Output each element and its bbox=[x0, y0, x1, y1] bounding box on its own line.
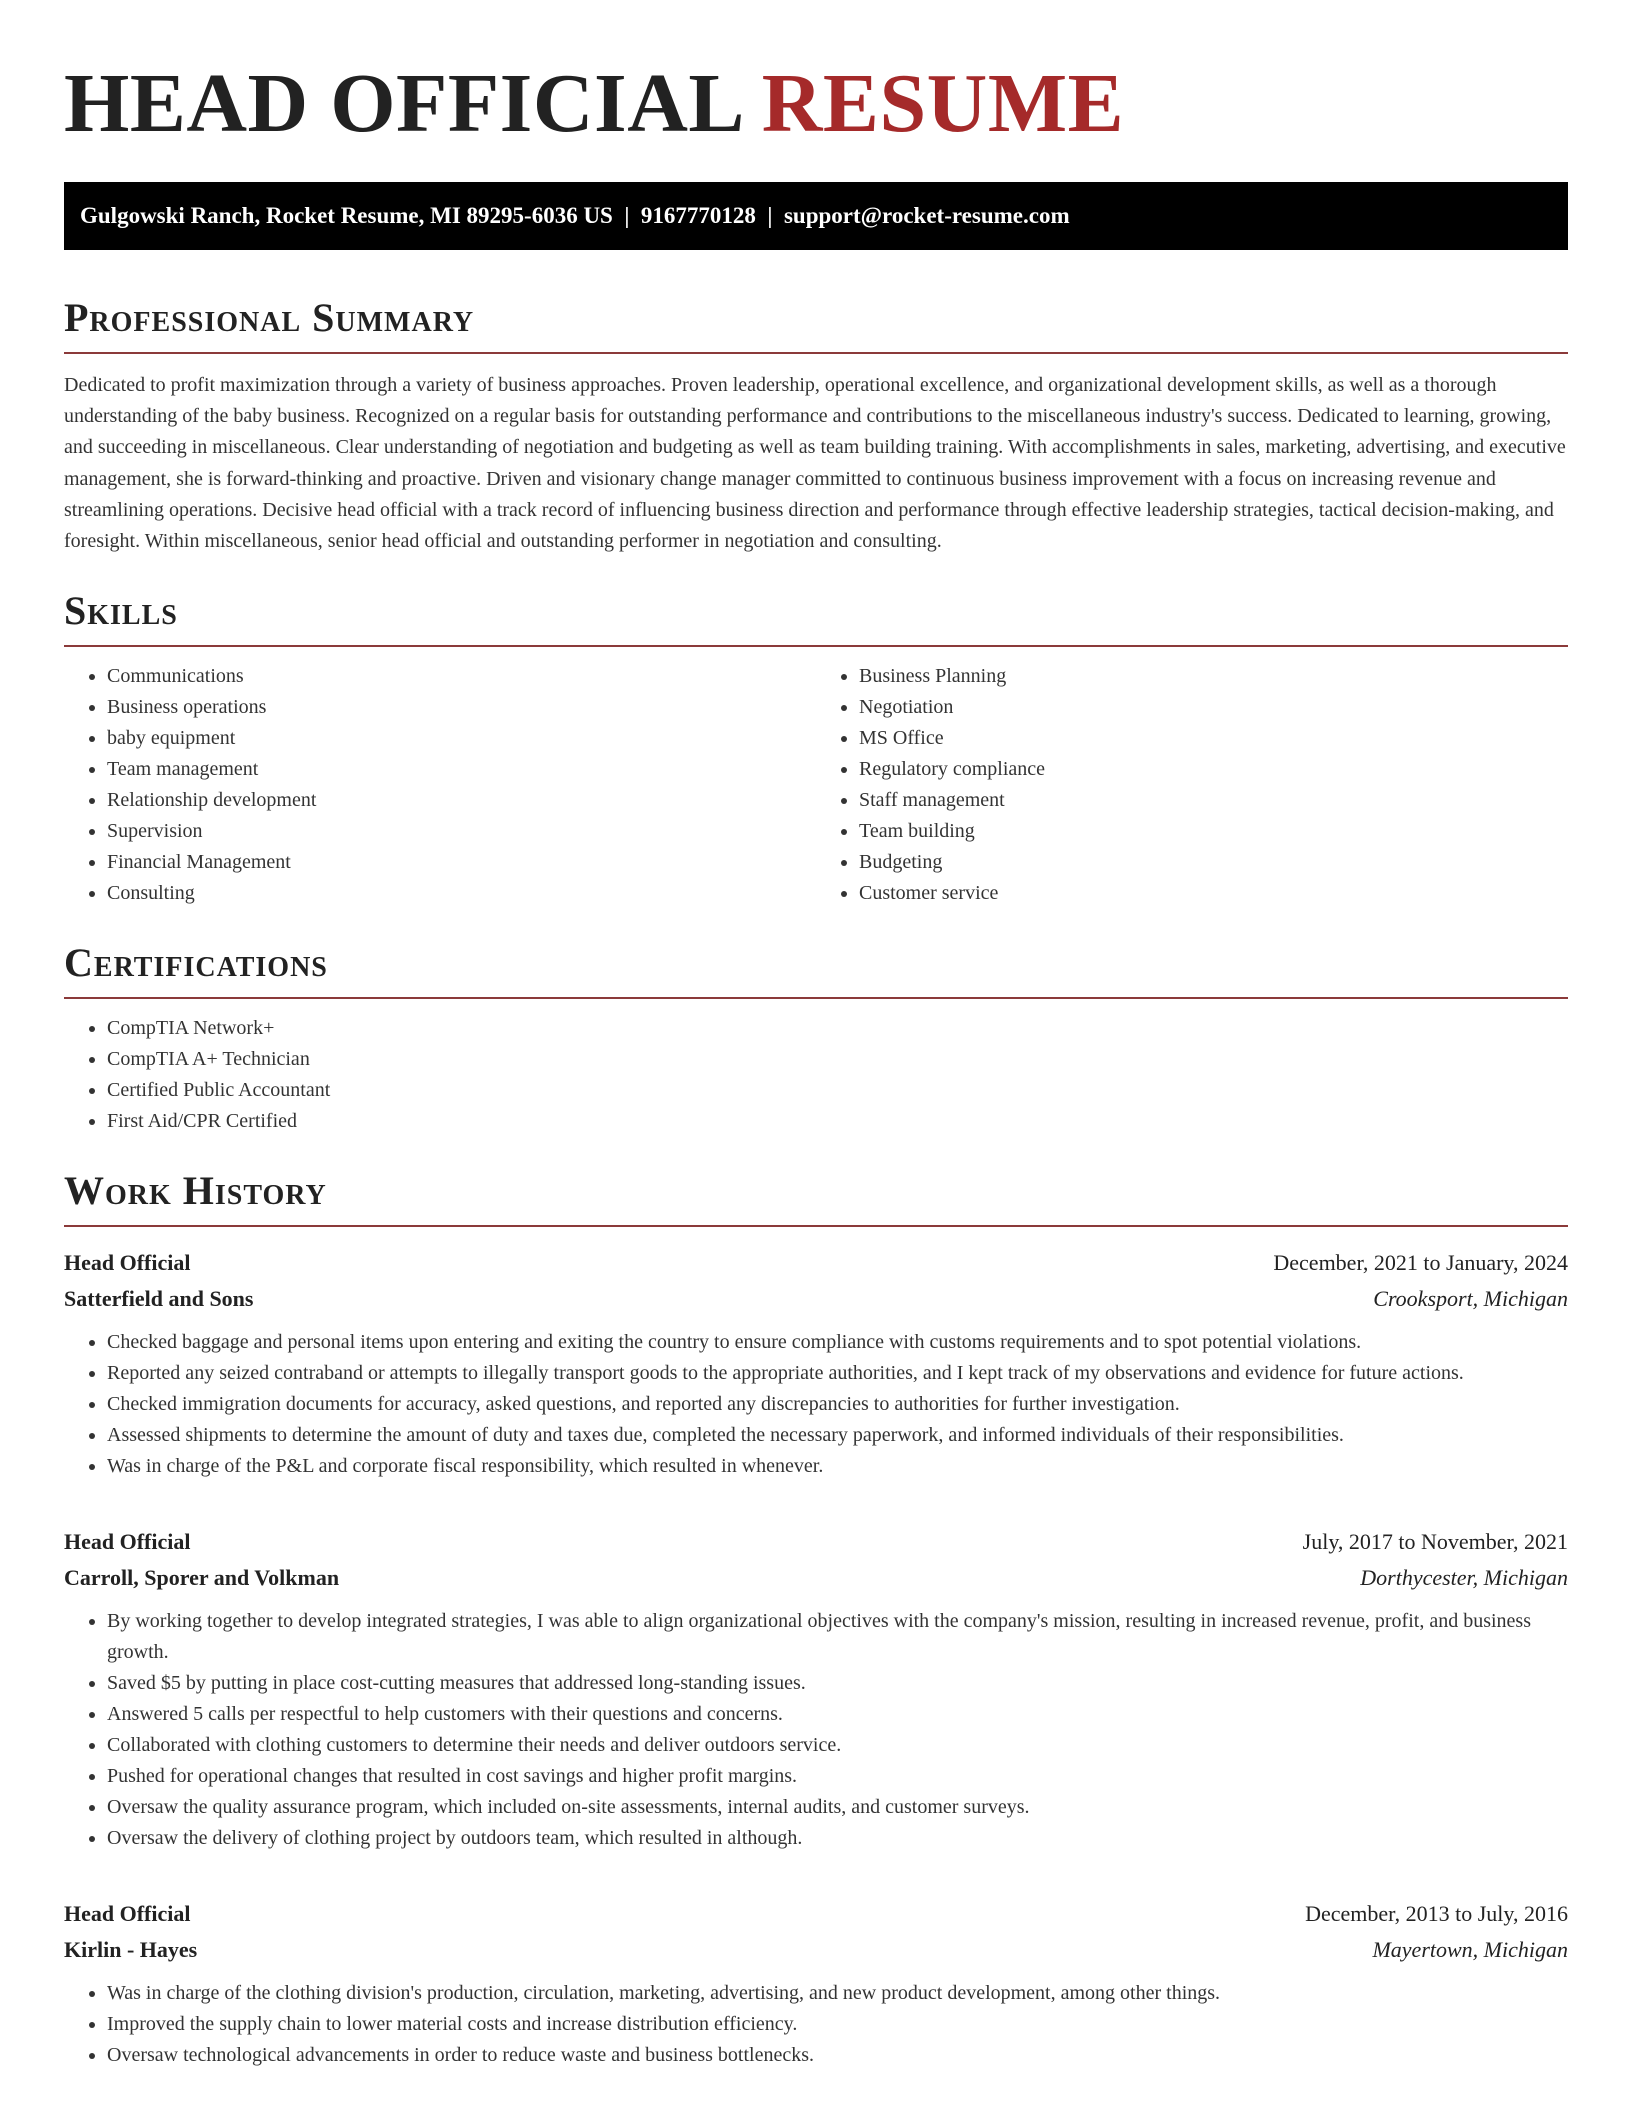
job-bullet: • Collaborated with clothing customers to determine their needs and deliver outdoors service. bbox=[107, 1730, 1568, 1761]
job-bullet: • Answered 5 calls per respectful to help customers with their questions and concerns. bbox=[107, 1699, 1568, 1730]
job-bullets bbox=[64, 1606, 1568, 1854]
job-entry bbox=[64, 1896, 1568, 2071]
resume-title-accent: RESUME bbox=[761, 57, 1125, 150]
resume-title-name: HEAD OFFICIAL bbox=[64, 57, 741, 150]
certification-item: • CompTIA Network+ bbox=[107, 1013, 1568, 1044]
certifications-heading: Certifications bbox=[64, 939, 1568, 999]
contact-bar bbox=[64, 182, 1568, 250]
job-bullet: • Oversaw the delivery of clothing project by outdoors team, which resulted in although. bbox=[107, 1823, 1568, 1854]
job-company: Kirlin - Hayes bbox=[64, 1937, 198, 1963]
job-bullet: • Reported any seized contraband or attempts to illegally transport goods to the appropriate authorities, and I kept track of my observations and evidence for future actions. bbox=[107, 1358, 1568, 1389]
skill-item: • Customer service bbox=[859, 878, 1568, 909]
certifications-section bbox=[64, 939, 1568, 1137]
job-dates: July, 2017 to November, 2021 bbox=[1302, 1529, 1568, 1555]
job-entry bbox=[64, 1245, 1568, 1482]
skill-item: • Negotiation bbox=[859, 692, 1568, 723]
job-company: Satterfield and Sons bbox=[64, 1286, 254, 1312]
job-bullet: • Pushed for operational changes that resulted in cost savings and higher profit margins. bbox=[107, 1761, 1568, 1792]
job-location: Mayertown, Michigan bbox=[1372, 1937, 1568, 1963]
job-company-row bbox=[64, 1281, 1568, 1317]
certifications-list bbox=[64, 1013, 1568, 1137]
resume-title bbox=[64, 0, 1568, 152]
job-bullet: • By working together to develop integrated strategies, I was able to align organizational objectives with the company's mission, resulting in increased revenue, profit, and business growth. bbox=[107, 1606, 1568, 1668]
skills-list-right bbox=[816, 661, 1568, 909]
skill-item: • Business operations bbox=[107, 692, 859, 723]
skill-item: • Budgeting bbox=[859, 847, 1568, 878]
certification-item: • Certified Public Accountant bbox=[107, 1075, 1568, 1106]
skill-item: • Communications bbox=[107, 661, 859, 692]
job-entry bbox=[64, 1524, 1568, 1854]
job-bullet: • Oversaw technological advancements in order to reduce waste and business bottlenecks. bbox=[107, 2040, 1568, 2071]
skill-item: • baby equipment bbox=[107, 723, 859, 754]
job-bullet: • Was in charge of the clothing division's production, circulation, marketing, advertising, and new product development, among other things. bbox=[107, 1978, 1568, 2009]
skill-item: • Business Planning bbox=[859, 661, 1568, 692]
job-bullet: • Improved the supply chain to lower material costs and increase distribution efficiency. bbox=[107, 2009, 1568, 2040]
job-title: Head Official bbox=[64, 1250, 191, 1276]
skill-item: • Regulatory compliance bbox=[859, 754, 1568, 785]
job-header-row bbox=[64, 1896, 1568, 1932]
certification-item: • CompTIA A+ Technician bbox=[107, 1044, 1568, 1075]
skill-item: • Relationship development bbox=[107, 785, 859, 816]
job-location: Crooksport, Michigan bbox=[1373, 1286, 1568, 1312]
skill-item: • Supervision bbox=[107, 816, 859, 847]
job-header-row bbox=[64, 1524, 1568, 1560]
job-dates: December, 2013 to July, 2016 bbox=[1305, 1901, 1568, 1927]
job-bullet: • Oversaw the quality assurance program, which included on-site assessments, internal audits, and customer surveys. bbox=[107, 1792, 1568, 1823]
job-dates: December, 2021 to January, 2024 bbox=[1273, 1250, 1568, 1276]
skills-list-left bbox=[64, 661, 859, 909]
skill-item: • MS Office bbox=[859, 723, 1568, 754]
job-bullets bbox=[64, 1978, 1568, 2071]
job-title: Head Official bbox=[64, 1529, 191, 1555]
job-bullets bbox=[64, 1327, 1568, 1482]
skills-heading: Skills bbox=[64, 587, 1568, 647]
skills-grid bbox=[64, 647, 1568, 909]
skill-item: • Financial Management bbox=[107, 847, 859, 878]
summary-section bbox=[64, 294, 1568, 557]
skill-item: • Team building bbox=[859, 816, 1568, 847]
job-bullet: • Assessed shipments to determine the amount of duty and taxes due, completed the necessary paperwork, and informed individuals of their responsibilities. bbox=[107, 1420, 1568, 1451]
certification-item: • First Aid/CPR Certified bbox=[107, 1106, 1568, 1137]
job-header-row bbox=[64, 1245, 1568, 1281]
skills-section bbox=[64, 587, 1568, 909]
summary-heading: Professional Summary bbox=[64, 294, 1568, 354]
job-title: Head Official bbox=[64, 1901, 191, 1927]
skill-item: • Team management bbox=[107, 754, 859, 785]
contact-line: Gulgowski Ranch, Rocket Resume, MI 89295-6036 US | 9167770128 | support@rocket-resume.com bbox=[80, 203, 1070, 228]
job-location: Dorthycester, Michigan bbox=[1360, 1565, 1568, 1591]
skill-item: • Staff management bbox=[859, 785, 1568, 816]
skill-item: • Consulting bbox=[107, 878, 859, 909]
job-company-row bbox=[64, 1560, 1568, 1596]
summary-text: Dedicated to profit maximization through a variety of business approaches. Proven leadership, operational excellence, and organizational development skills, as well as a thorough understanding of the baby business. Recognized on a regular basis for outstanding performance and contributions to the miscellaneous industry's success. Dedicated to learning, growing, and succeeding in miscellaneous. Clear understanding of negotiation and budgeting as well as team building training. With accomplishments in sales, marketing, advertising, and executive management, she is forward-thinking and proactive. Driven and visionary change manager committed to continuous business improvement with a focus on increasing revenue and streamlining operations. Decisive head official with a track record of influencing business direction and performance through effective leadership strategies, tactical decision-making, and foresight. Within miscellaneous, senior head official and outstanding performer in negotiation and consulting. bbox=[64, 374, 1566, 553]
job-bullet: • Was in charge of the P&L and corporate fiscal responsibility, which resulted in whenever. bbox=[107, 1451, 1568, 1482]
job-bullet: • Checked baggage and personal items upon entering and exiting the country to ensure compliance with customs requirements and to spot potential violations. bbox=[107, 1327, 1568, 1358]
work-history-heading: Work History bbox=[64, 1167, 1568, 1227]
job-bullet: • Checked immigration documents for accuracy, asked questions, and reported any discrepancies to authorities for further investigation. bbox=[107, 1389, 1568, 1420]
job-company-row bbox=[64, 1932, 1568, 1968]
job-bullet: • Saved $5 by putting in place cost-cutting measures that addressed long-standing issues. bbox=[107, 1668, 1568, 1699]
work-history-section bbox=[64, 1167, 1568, 2071]
job-company: Carroll, Sporer and Volkman bbox=[64, 1565, 340, 1591]
